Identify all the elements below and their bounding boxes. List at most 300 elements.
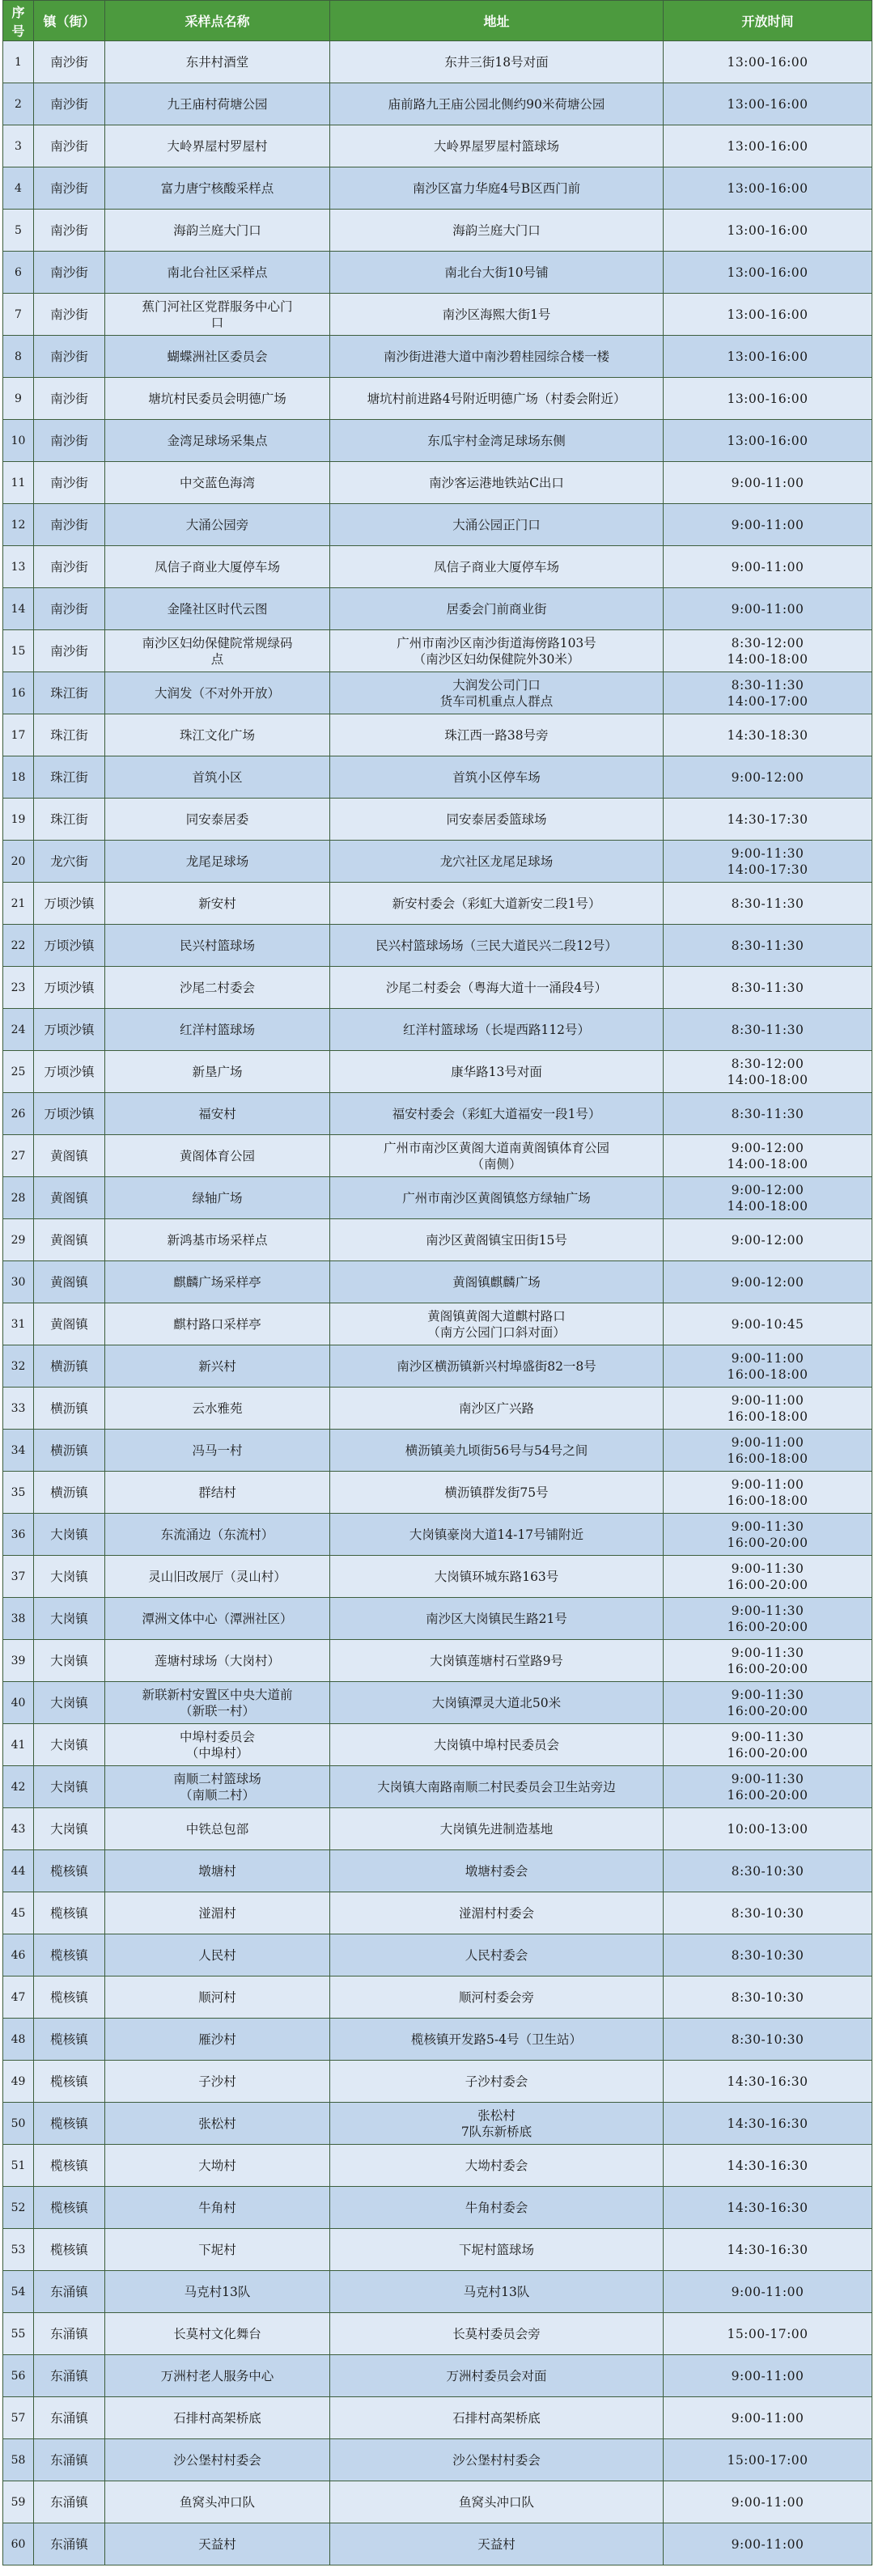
row-open-time-line: 16:00-20:00 bbox=[727, 1577, 808, 1592]
row-site-name-line: 麒麟广场采样亭 bbox=[173, 1274, 261, 1290]
row-number: 32 bbox=[3, 1345, 34, 1388]
row-address-line: 张松村 bbox=[477, 2108, 515, 2123]
row-open-time bbox=[664, 1766, 872, 1808]
row-open-time-line: 14:30-16:30 bbox=[727, 2074, 808, 2089]
table-row bbox=[3, 1135, 872, 1177]
row-open-time bbox=[664, 2355, 872, 2397]
row-site-name-line: 黄阁体育公园 bbox=[179, 1148, 255, 1163]
row-number: 23 bbox=[3, 967, 34, 1009]
row-site-name-line: 大岭界屋村罗屋村 bbox=[167, 138, 268, 154]
table-row bbox=[3, 925, 872, 967]
row-site-name-line: 冯马一村 bbox=[192, 1443, 243, 1458]
row-open-time-line: 8:30-10:30 bbox=[731, 1989, 804, 2005]
row-address bbox=[330, 546, 664, 588]
row-site-name bbox=[105, 1051, 330, 1093]
row-open-time bbox=[664, 1303, 872, 1345]
row-number: 8 bbox=[3, 336, 34, 378]
row-site-name-line: 金隆社区时代云图 bbox=[167, 601, 268, 616]
row-address-line: 大岗镇豪岗大道14-17号铺附近 bbox=[409, 1527, 584, 1542]
row-address-line: 福安村委会（彩虹大道福安一段1号） bbox=[392, 1106, 601, 1121]
row-number: 6 bbox=[3, 252, 34, 294]
row-site-name bbox=[105, 1388, 330, 1430]
row-site-name bbox=[105, 1219, 330, 1261]
row-site-name bbox=[105, 210, 330, 252]
row-open-time bbox=[664, 83, 872, 125]
row-number: 57 bbox=[3, 2397, 34, 2439]
row-site-name-line: 凤信子商业大厦停车场 bbox=[154, 559, 280, 574]
table-row bbox=[3, 2397, 872, 2439]
row-open-time-line: 9:00-11:00 bbox=[731, 1350, 804, 1366]
row-number: 51 bbox=[3, 2145, 34, 2187]
table-header bbox=[3, 1, 872, 41]
row-open-time bbox=[664, 252, 872, 294]
row-town: 黄阁镇 bbox=[34, 1219, 105, 1261]
row-address-line: 牛角村委会 bbox=[465, 2200, 528, 2215]
row-site-name bbox=[105, 41, 330, 83]
row-open-time-line: 16:00-20:00 bbox=[727, 1745, 808, 1760]
row-number: 30 bbox=[3, 1261, 34, 1303]
row-site-name-line: 新鸿基市场采样点 bbox=[167, 1232, 268, 1248]
row-site-name-line: 莲塘村球场（大岗村） bbox=[154, 1653, 280, 1668]
row-site-name-line: 口 bbox=[210, 315, 224, 330]
table-row bbox=[3, 1093, 872, 1135]
row-open-time bbox=[664, 167, 872, 210]
row-open-time bbox=[664, 1093, 872, 1135]
row-site-name-line: 首筑小区 bbox=[192, 769, 243, 785]
row-town: 榄核镇 bbox=[34, 1934, 105, 1976]
row-site-name bbox=[105, 1093, 330, 1135]
row-open-time-line: 16:00-18:00 bbox=[727, 1451, 808, 1466]
row-town: 黄阁镇 bbox=[34, 1135, 105, 1177]
row-address bbox=[330, 252, 664, 294]
row-open-time-line: 9:00-11:00 bbox=[731, 1392, 804, 1408]
table-row bbox=[3, 1850, 872, 1892]
row-number: 12 bbox=[3, 504, 34, 546]
row-town: 南沙街 bbox=[34, 252, 105, 294]
row-address bbox=[330, 420, 664, 462]
row-open-time bbox=[664, 336, 872, 378]
row-town: 东涌镇 bbox=[34, 2439, 105, 2481]
row-address-line: 马克村13队 bbox=[463, 2284, 530, 2299]
table-row bbox=[3, 1009, 872, 1051]
row-address-line: （南侧） bbox=[471, 1156, 522, 1171]
table-row bbox=[3, 210, 872, 252]
row-site-name bbox=[105, 2103, 330, 2145]
row-site-name-line: 下坭村 bbox=[198, 2242, 236, 2257]
row-number: 16 bbox=[3, 672, 34, 714]
table-row bbox=[3, 1388, 872, 1430]
row-number: 19 bbox=[3, 799, 34, 841]
row-open-time bbox=[664, 1934, 872, 1976]
row-open-time-line: 14:30-16:30 bbox=[727, 2200, 808, 2215]
table-row bbox=[3, 630, 872, 672]
row-number: 17 bbox=[3, 714, 34, 756]
row-address-line: 7队东新桥底 bbox=[460, 2124, 532, 2139]
row-address bbox=[330, 83, 664, 125]
row-town: 榄核镇 bbox=[34, 1850, 105, 1892]
row-site-name-line: 子沙村 bbox=[198, 2074, 236, 2089]
table-row bbox=[3, 125, 872, 167]
row-site-name bbox=[105, 1724, 330, 1766]
row-address bbox=[330, 1093, 664, 1135]
row-town: 南沙街 bbox=[34, 294, 105, 336]
row-address bbox=[330, 2061, 664, 2103]
row-address bbox=[330, 1934, 664, 1976]
row-open-time bbox=[664, 2523, 872, 2565]
row-address bbox=[330, 1808, 664, 1850]
row-number: 10 bbox=[3, 420, 34, 462]
table-row bbox=[3, 1303, 872, 1345]
row-site-name-line: 塘坑村民委员会明德广场 bbox=[148, 391, 286, 406]
row-site-name bbox=[105, 714, 330, 756]
row-address-line: 珠江西一路38号旁 bbox=[444, 727, 549, 743]
table-row bbox=[3, 2229, 872, 2271]
row-open-time bbox=[664, 1892, 872, 1934]
row-open-time bbox=[664, 1388, 872, 1430]
row-site-name-line: 人民村 bbox=[198, 1947, 236, 1963]
row-open-time bbox=[664, 2145, 872, 2187]
table-row bbox=[3, 2313, 872, 2355]
row-open-time bbox=[664, 420, 872, 462]
row-open-time bbox=[664, 588, 872, 630]
row-site-name-line: 大坳村 bbox=[198, 2158, 236, 2173]
row-open-time-line: 9:00-11:00 bbox=[731, 475, 804, 490]
table-row bbox=[3, 1766, 872, 1808]
row-site-name-line: 灵山旧改展厅（灵山村） bbox=[148, 1569, 286, 1584]
row-number: 49 bbox=[3, 2061, 34, 2103]
row-address-line: 顺河村委会旁 bbox=[458, 1989, 534, 2005]
row-number: 54 bbox=[3, 2271, 34, 2313]
row-site-name bbox=[105, 1514, 330, 1556]
row-open-time-line: 16:00-18:00 bbox=[727, 1366, 808, 1382]
row-open-time bbox=[664, 1724, 872, 1766]
row-site-name bbox=[105, 756, 330, 799]
row-open-time bbox=[664, 378, 872, 420]
row-site-name-line: 雁沙村 bbox=[198, 2032, 236, 2047]
row-address bbox=[330, 2397, 664, 2439]
row-address-line: 货车司机重点人群点 bbox=[439, 693, 554, 709]
row-site-name-line: 沙尾二村委会 bbox=[179, 980, 255, 995]
row-town: 东涌镇 bbox=[34, 2313, 105, 2355]
row-town: 东涌镇 bbox=[34, 2355, 105, 2397]
row-site-name-line: 南北台社区采样点 bbox=[167, 265, 268, 280]
row-site-name bbox=[105, 504, 330, 546]
sampling-points-table bbox=[2, 0, 872, 2565]
row-address-line: （南沙区妇幼保健院外30米） bbox=[413, 651, 580, 667]
row-open-time-line: 8:30-11:30 bbox=[731, 980, 804, 995]
row-site-name bbox=[105, 1303, 330, 1345]
row-site-name bbox=[105, 967, 330, 1009]
row-site-name-line: 牛角村 bbox=[198, 2200, 236, 2215]
row-address bbox=[330, 1009, 664, 1051]
row-number: 55 bbox=[3, 2313, 34, 2355]
row-open-time bbox=[664, 714, 872, 756]
row-open-time bbox=[664, 1219, 872, 1261]
row-number: 18 bbox=[3, 756, 34, 799]
table-row bbox=[3, 967, 872, 1009]
row-town: 东涌镇 bbox=[34, 2397, 105, 2439]
row-site-name-line: 中交蓝色海湾 bbox=[179, 475, 255, 490]
row-number: 44 bbox=[3, 1850, 34, 1892]
row-site-name-line: 富力唐宁核酸采样点 bbox=[160, 180, 274, 196]
row-address bbox=[330, 125, 664, 167]
row-town: 大岗镇 bbox=[34, 1682, 105, 1724]
row-open-time-line: 9:00-11:00 bbox=[731, 1434, 804, 1450]
row-site-name bbox=[105, 2187, 330, 2229]
row-site-name-line: 长莫村文化舞台 bbox=[173, 2326, 261, 2341]
row-address-line: 万洲村委员会对面 bbox=[446, 2368, 547, 2383]
row-open-time bbox=[664, 1135, 872, 1177]
table-row bbox=[3, 462, 872, 504]
row-open-time bbox=[664, 1976, 872, 2019]
row-address-line: 首筑小区停车场 bbox=[452, 769, 541, 785]
table-row bbox=[3, 1640, 872, 1682]
row-open-time-line: 16:00-20:00 bbox=[727, 1535, 808, 1550]
row-open-time bbox=[664, 630, 872, 672]
row-address bbox=[330, 841, 664, 883]
row-open-time-line: 9:00-12:00 bbox=[731, 1140, 804, 1155]
row-site-name bbox=[105, 1892, 330, 1934]
row-number: 1 bbox=[3, 41, 34, 83]
row-open-time bbox=[664, 841, 872, 883]
row-site-name bbox=[105, 2271, 330, 2313]
table-body bbox=[3, 41, 872, 2565]
row-number: 4 bbox=[3, 167, 34, 210]
row-site-name-line: 天益村 bbox=[198, 2536, 236, 2552]
row-address bbox=[330, 756, 664, 799]
row-site-name bbox=[105, 462, 330, 504]
row-address-line: 大润发公司门口 bbox=[452, 677, 541, 693]
row-address bbox=[330, 504, 664, 546]
row-site-name-line: 潭洲文体中心（潭洲社区） bbox=[142, 1611, 293, 1626]
row-open-time-line: 8:30-10:30 bbox=[731, 1905, 804, 1921]
row-address bbox=[330, 1345, 664, 1388]
row-address-line: 墩塘村委会 bbox=[465, 1863, 528, 1879]
row-town: 大岗镇 bbox=[34, 1808, 105, 1850]
row-address bbox=[330, 2145, 664, 2187]
row-open-time-line: 9:00-11:00 bbox=[731, 517, 804, 532]
row-site-name-line: 新兴村 bbox=[198, 1358, 236, 1374]
row-open-time bbox=[664, 210, 872, 252]
row-address-line: 康华路13号对面 bbox=[451, 1064, 542, 1079]
row-address-line: 大坳村委会 bbox=[465, 2158, 528, 2173]
row-site-name bbox=[105, 2313, 330, 2355]
row-address bbox=[330, 714, 664, 756]
table-row bbox=[3, 2523, 872, 2565]
row-town: 黄阁镇 bbox=[34, 1177, 105, 1219]
row-address-line: 居委会门前商业街 bbox=[446, 601, 547, 616]
table-row bbox=[3, 756, 872, 799]
row-open-time-line: 8:30-10:30 bbox=[731, 2032, 804, 2047]
row-site-name bbox=[105, 2523, 330, 2565]
row-open-time-line: 9:00-11:00 bbox=[731, 2494, 804, 2510]
row-number: 42 bbox=[3, 1766, 34, 1808]
row-number: 53 bbox=[3, 2229, 34, 2271]
row-town: 南沙街 bbox=[34, 630, 105, 672]
row-site-name-line: 沙公堡村村委会 bbox=[173, 2452, 261, 2468]
row-number: 9 bbox=[3, 378, 34, 420]
row-open-time bbox=[664, 2229, 872, 2271]
table-row bbox=[3, 2187, 872, 2229]
row-site-name-line: 顺河村 bbox=[198, 1989, 236, 2005]
row-address bbox=[330, 1766, 664, 1808]
row-open-time-line: 13:00-16:00 bbox=[727, 54, 808, 70]
row-address-line: 湴湄村村委会 bbox=[458, 1905, 534, 1921]
row-address bbox=[330, 2019, 664, 2061]
row-town: 东涌镇 bbox=[34, 2523, 105, 2565]
row-open-time-line: 16:00-20:00 bbox=[727, 1619, 808, 1634]
row-site-name-line: 绿轴广场 bbox=[192, 1190, 243, 1205]
row-town: 榄核镇 bbox=[34, 2061, 105, 2103]
row-site-name-line: 中铁总包部 bbox=[185, 1821, 249, 1837]
row-address-line: 沙公堡村村委会 bbox=[452, 2452, 541, 2468]
row-site-name bbox=[105, 1682, 330, 1724]
row-site-name bbox=[105, 2355, 330, 2397]
row-town: 榄核镇 bbox=[34, 1892, 105, 1934]
row-open-time-line: 8:30-11:30 bbox=[731, 1022, 804, 1037]
row-site-name-line: 新联新村安置区中央大道前 bbox=[142, 1687, 293, 1702]
row-address-line: 广州市南沙区黄阁镇悠方绿轴广场 bbox=[402, 1190, 591, 1205]
header-time: 开放时间 bbox=[664, 1, 872, 41]
table-row bbox=[3, 2271, 872, 2313]
row-town: 南沙街 bbox=[34, 210, 105, 252]
row-town: 大岗镇 bbox=[34, 1640, 105, 1682]
row-open-time-line: 9:00-11:30 bbox=[731, 845, 804, 861]
row-number: 3 bbox=[3, 125, 34, 167]
row-address-line: 南沙区广兴路 bbox=[458, 1400, 534, 1416]
header-name: 采样点名称 bbox=[105, 1, 330, 41]
row-number: 27 bbox=[3, 1135, 34, 1177]
table-row bbox=[3, 2439, 872, 2481]
row-address bbox=[330, 2439, 664, 2481]
row-site-name bbox=[105, 1766, 330, 1808]
row-number: 15 bbox=[3, 630, 34, 672]
row-number: 14 bbox=[3, 588, 34, 630]
row-town: 大岗镇 bbox=[34, 1556, 105, 1598]
row-town: 黄阁镇 bbox=[34, 1261, 105, 1303]
row-open-time-line: 8:30-11:30 bbox=[731, 896, 804, 911]
row-site-name bbox=[105, 1177, 330, 1219]
table-row bbox=[3, 2355, 872, 2397]
row-number: 43 bbox=[3, 1808, 34, 1850]
row-address bbox=[330, 2481, 664, 2523]
row-open-time bbox=[664, 2061, 872, 2103]
row-open-time bbox=[664, 2271, 872, 2313]
table-row bbox=[3, 2019, 872, 2061]
table-row bbox=[3, 799, 872, 841]
row-site-name bbox=[105, 336, 330, 378]
row-site-name-line: 点 bbox=[210, 651, 224, 667]
row-town: 珠江街 bbox=[34, 756, 105, 799]
row-site-name bbox=[105, 1430, 330, 1472]
row-address-line: 大涌公园正门口 bbox=[452, 517, 541, 532]
row-open-time-line: 14:30-16:30 bbox=[727, 2242, 808, 2257]
row-town: 万顷沙镇 bbox=[34, 925, 105, 967]
row-open-time-line: 14:00-17:00 bbox=[727, 693, 808, 709]
row-site-name bbox=[105, 294, 330, 336]
row-site-name-line: 东流涌边（东流村） bbox=[160, 1527, 274, 1542]
row-open-time-line: 9:00-11:00 bbox=[731, 2536, 804, 2552]
row-open-time-line: 8:30-10:30 bbox=[731, 1863, 804, 1879]
row-site-name-line: 大涌公园旁 bbox=[185, 517, 249, 532]
row-town: 珠江街 bbox=[34, 714, 105, 756]
row-address-line: 龙穴社区龙尾足球场 bbox=[439, 854, 554, 869]
row-site-name-line: 蝴蝶洲社区委员会 bbox=[167, 349, 268, 364]
row-open-time bbox=[664, 883, 872, 925]
row-site-name bbox=[105, 83, 330, 125]
row-open-time bbox=[664, 756, 872, 799]
row-town: 南沙街 bbox=[34, 546, 105, 588]
row-open-time-line: 16:00-18:00 bbox=[727, 1409, 808, 1424]
row-number: 47 bbox=[3, 1976, 34, 2019]
row-address bbox=[330, 210, 664, 252]
row-site-name-line: （新联一村） bbox=[179, 1703, 255, 1718]
row-address bbox=[330, 462, 664, 504]
row-town: 珠江街 bbox=[34, 672, 105, 714]
row-open-time-line: 9:00-11:30 bbox=[731, 1519, 804, 1534]
row-site-name bbox=[105, 1934, 330, 1976]
row-address-line: 黄阁镇黄阁大道麒村路口 bbox=[427, 1308, 566, 1324]
row-open-time bbox=[664, 1051, 872, 1093]
row-address-line: 沙尾二村委会（粤海大道十一涌段4号） bbox=[385, 980, 608, 995]
row-site-name-line: 石排村高架桥底 bbox=[173, 2410, 261, 2426]
table-row bbox=[3, 546, 872, 588]
row-site-name bbox=[105, 1135, 330, 1177]
row-town: 南沙街 bbox=[34, 504, 105, 546]
row-number: 60 bbox=[3, 2523, 34, 2565]
table-row bbox=[3, 1598, 872, 1640]
row-address-line: 南沙区富力华庭4号B区西门前 bbox=[412, 180, 581, 196]
row-site-name bbox=[105, 252, 330, 294]
table-row bbox=[3, 1219, 872, 1261]
row-address-line: 大岗镇大南路南顺二村民委员会卫生站旁边 bbox=[377, 1779, 616, 1794]
row-address-line: （南方公园门口斜对面） bbox=[427, 1324, 566, 1340]
row-number: 59 bbox=[3, 2481, 34, 2523]
row-open-time-line: 14:00-18:00 bbox=[727, 1156, 808, 1171]
row-open-time bbox=[664, 1850, 872, 1892]
row-site-name-line: 蕉门河社区党群服务中心门 bbox=[142, 299, 293, 314]
row-town: 南沙街 bbox=[34, 125, 105, 167]
row-open-time-line: 8:30-11:30 bbox=[731, 938, 804, 953]
table-row bbox=[3, 841, 872, 883]
row-address bbox=[330, 1724, 664, 1766]
table-row bbox=[3, 252, 872, 294]
row-address-line: 大岗镇莲塘村石堂路9号 bbox=[430, 1653, 563, 1668]
row-town: 东涌镇 bbox=[34, 2481, 105, 2523]
row-open-time-line: 13:00-16:00 bbox=[727, 349, 808, 364]
row-town: 横沥镇 bbox=[34, 1345, 105, 1388]
row-number: 50 bbox=[3, 2103, 34, 2145]
row-site-name bbox=[105, 883, 330, 925]
row-address-line: 南沙区黄阁镇宝田街15号 bbox=[426, 1232, 567, 1248]
table-row bbox=[3, 420, 872, 462]
row-open-time bbox=[664, 1472, 872, 1514]
table-row bbox=[3, 378, 872, 420]
row-address bbox=[330, 1388, 664, 1430]
row-address bbox=[330, 2103, 664, 2145]
row-open-time-line: 14:30-18:30 bbox=[727, 727, 808, 743]
table-row bbox=[3, 2061, 872, 2103]
row-number: 36 bbox=[3, 1514, 34, 1556]
row-address bbox=[330, 883, 664, 925]
row-address-line: 东井三街18号对面 bbox=[444, 54, 549, 70]
row-site-name-line: 民兴村篮球场 bbox=[179, 938, 255, 953]
row-open-time-line: 13:00-16:00 bbox=[727, 222, 808, 238]
row-site-name bbox=[105, 841, 330, 883]
row-address bbox=[330, 336, 664, 378]
row-address bbox=[330, 1556, 664, 1598]
row-number: 41 bbox=[3, 1724, 34, 1766]
